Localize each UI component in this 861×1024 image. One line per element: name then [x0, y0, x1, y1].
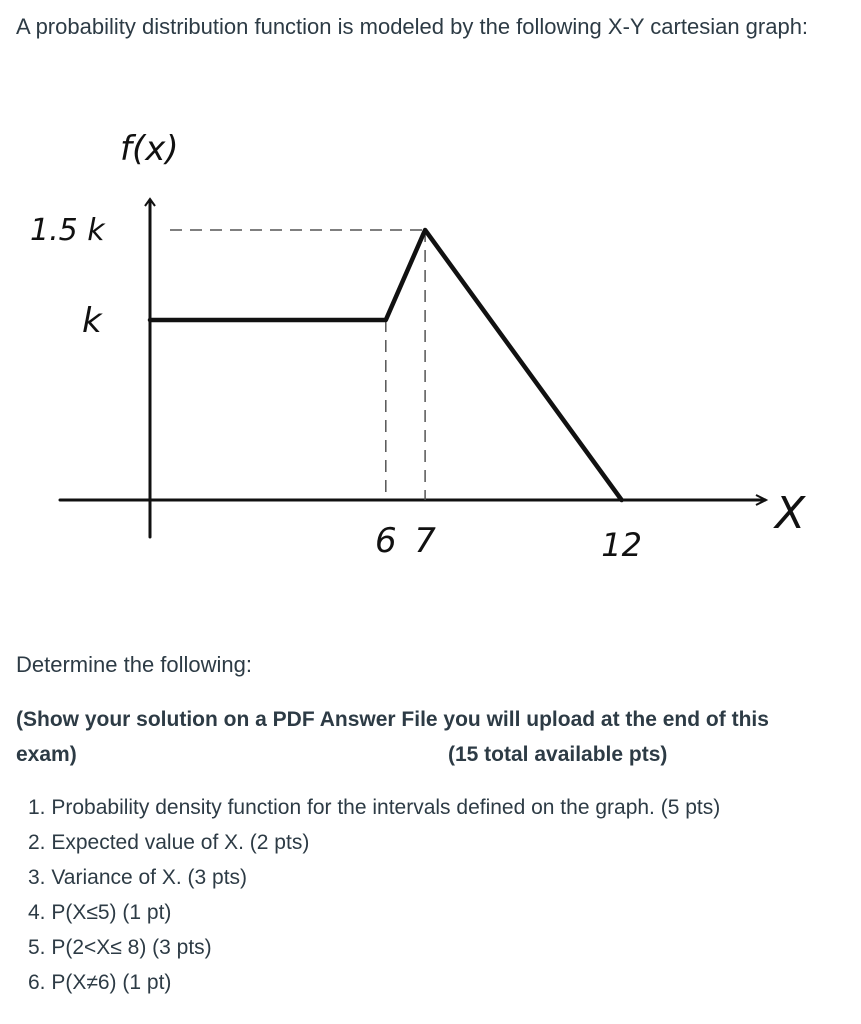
instruction-line-2: exam) [16, 743, 77, 766]
section-heading: Determine the following: [16, 652, 253, 677]
question-item: 4. P(X≤5) (1 pt) [28, 901, 172, 924]
instruction-line-1: (Show your solution on a PDF Answer File you will upload at the end of this [16, 708, 769, 731]
y-axis-label: f(x) [120, 129, 179, 169]
x-axis-label: X [775, 488, 806, 539]
question-list [28, 790, 720, 1000]
x-tick-label-7: 7 [414, 521, 436, 561]
question-item: 1. Probability density function for the intervals defined on the graph. (5 pts) [28, 796, 721, 819]
question-item: 3. Variance of X. (3 pts) [28, 866, 248, 889]
y-tick-label-1-5k: 1.5 k [30, 213, 105, 248]
instruction-note [16, 702, 826, 772]
intro-text: A probability distribution function is modeled by the following X-Y cartesian graph: [16, 14, 809, 39]
question-item: 2. Expected value of X. (2 pts) [28, 831, 310, 854]
y-tick-label-k: k [82, 301, 102, 341]
question-item: 5. P(2<X≤ 8) (3 pts) [28, 936, 212, 959]
x-tick-label-12: 12 [601, 526, 642, 564]
question-item: 6. P(X≠6) (1 pt) [28, 971, 172, 994]
x-tick-label-6: 6 [374, 521, 397, 561]
total-points: (15 total available pts) [448, 743, 668, 766]
